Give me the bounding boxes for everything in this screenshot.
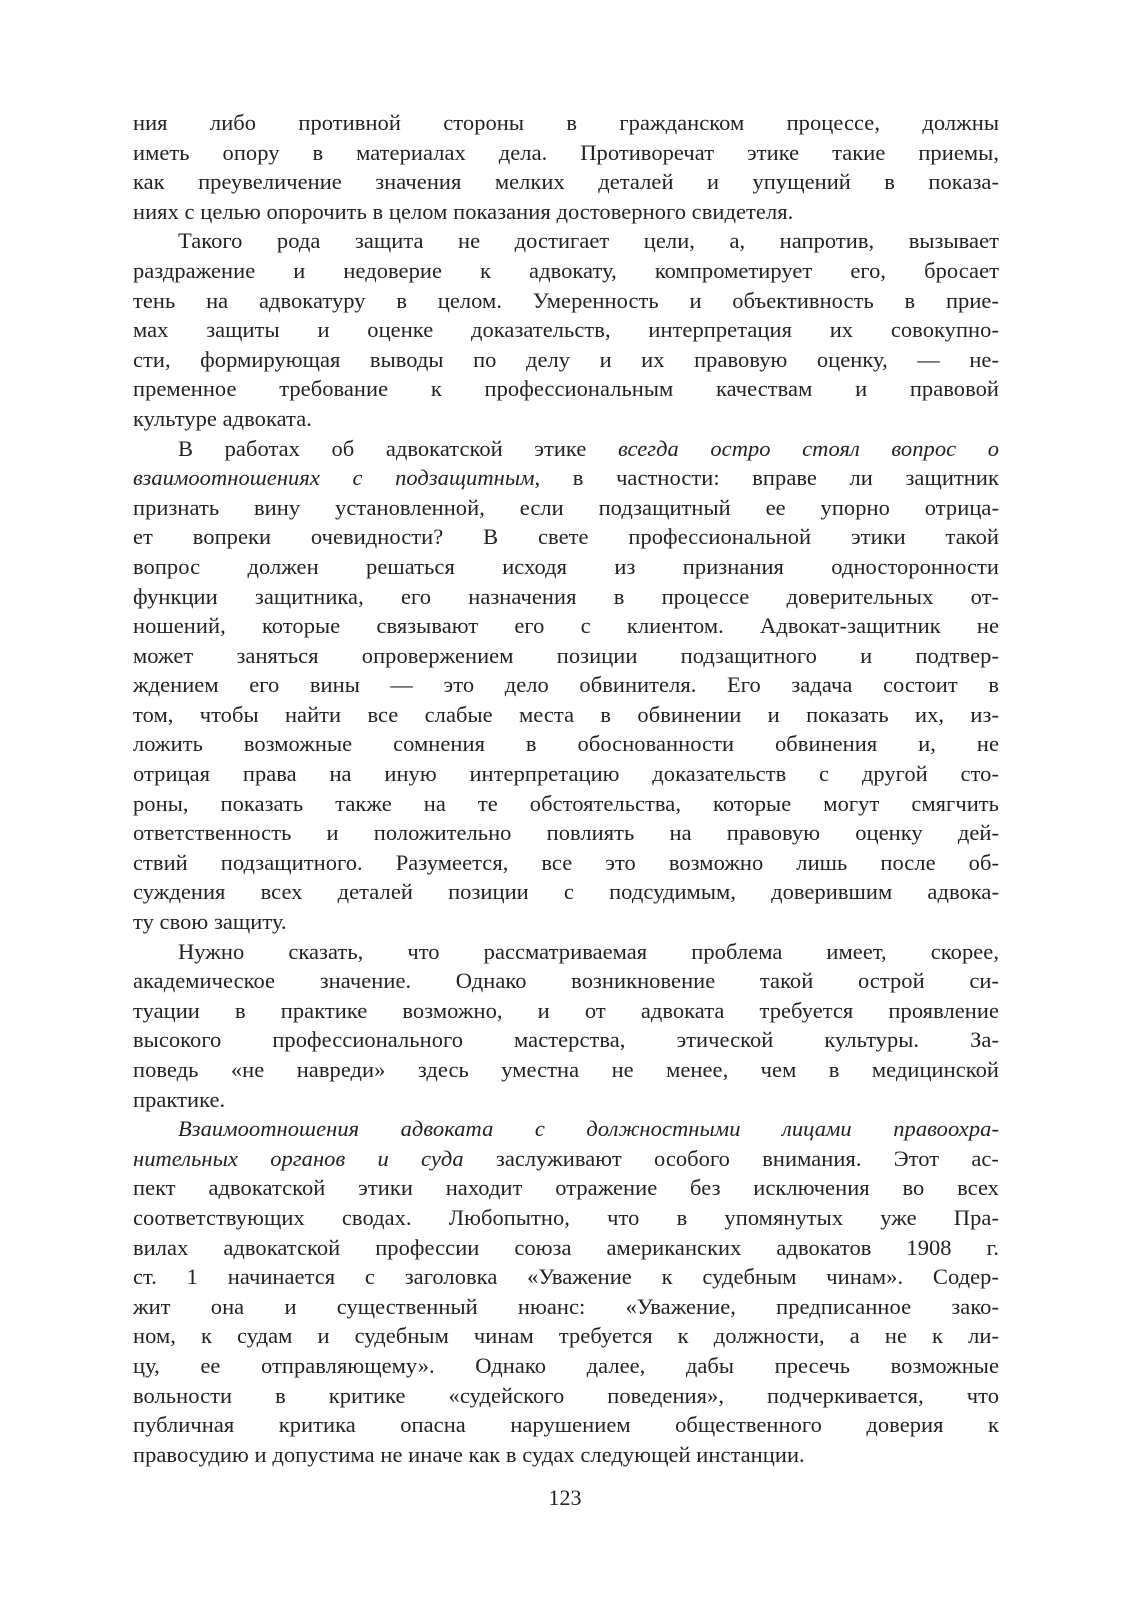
text-run: мах защиты и оценке доказательств, интерпретация их совокупно- [133, 317, 999, 343]
text-run: жит она и существенный нюанс: «Уважение, предписанное зако- [133, 1293, 999, 1319]
text-run: культуре адвоката. [133, 405, 312, 431]
italic-text: нительных органов и суда [133, 1145, 464, 1171]
text-run: ном, к судам и судебным чинам требуется к должности, а не к ли- [133, 1323, 999, 1349]
text-line [133, 611, 999, 641]
text-line [133, 1114, 999, 1144]
page-number: 123 [548, 1485, 582, 1510]
text-line [133, 315, 999, 345]
text-line [133, 1173, 999, 1203]
text-line [133, 226, 999, 256]
italic-text: Взаимоотношения адвоката с должностными лицами правоохра- [178, 1116, 999, 1142]
text-line [133, 582, 999, 612]
text-line [133, 463, 999, 493]
paragraph [133, 108, 999, 226]
text-run: Такого рода защита не достигает цели, а, напротив, вызывает [178, 228, 999, 254]
text-line [133, 729, 999, 759]
text-line [133, 404, 999, 434]
text-run: пект адвокатской этики находит отражение без исключения во всех [133, 1175, 999, 1201]
text-line [133, 996, 999, 1026]
text-run: академическое значение. Однако возникновение такой острой си- [133, 968, 999, 994]
text-line [133, 1144, 999, 1174]
text-run: признать вину установленной, если подзащитный ее упорно отрица- [133, 494, 999, 520]
text-run: ношений, которые связывают его с клиентом. Адвокат-защитник не [133, 613, 999, 639]
italic-text: взаимоотношениях с подзащитным [133, 465, 535, 491]
text-run: В работах об адвокатской этике [178, 435, 618, 461]
text-line [133, 1351, 999, 1381]
text-run: иметь опору в материалах дела. Противоречат этике такие приемы, [133, 139, 999, 165]
text-run: Нужно сказать, что рассматриваемая проблема имеет, скорее, [178, 938, 999, 964]
text-line [133, 1055, 999, 1085]
paragraph [133, 226, 999, 433]
text-run: практике. [133, 1086, 226, 1112]
text-run: вопрос должен решаться исходя из признания односторонности [133, 553, 999, 579]
text-run: роны, показать также на те обстоятельства, которые могут смягчить [133, 790, 999, 816]
text-run: ет вопреки очевидности? В свете профессиональной этики такой [133, 524, 999, 550]
text-run: заслуживают особого внимания. Этот ас- [463, 1145, 999, 1171]
italic-text: всегда остро стоял вопрос о [617, 435, 1000, 461]
text-line [133, 1085, 999, 1115]
paragraph [133, 937, 999, 1115]
text-run: ждением его вины — это дело обвинителя. Его задача состоит в [133, 672, 999, 698]
text-run: функции защитника, его назначения в процессе доверительных от- [133, 583, 999, 609]
text-line [133, 1203, 999, 1233]
text-run: как преувеличение значения мелких деталей и упущений в показа- [133, 169, 999, 195]
text-line [133, 1381, 999, 1411]
text-line [133, 522, 999, 552]
text-run: вилах адвокатской профессии союза американских адвокатов 1908 г. [133, 1234, 999, 1260]
text-run: туации в практике возможно, и от адвоката требуется проявление [133, 997, 999, 1023]
text-run: цу, ее отправляющему». Однако далее, дабы пресечь возможные [133, 1352, 999, 1378]
text-line [133, 1025, 999, 1055]
text-line [133, 552, 999, 582]
text-run: правосудию и допустима не иначе как в судах следующей инстанции. [133, 1441, 805, 1467]
text-line [133, 286, 999, 316]
text-line [133, 345, 999, 375]
text-line [133, 434, 999, 464]
text-run: высокого профессионального мастерства, этической культуры. За- [133, 1027, 999, 1053]
text-run: ответственность и положительно повлиять на правовую оценку дей- [133, 820, 999, 846]
text-run: сти, формирующая выводы по делу и их правовую оценку, — не- [133, 346, 999, 372]
text-line [133, 789, 999, 819]
text-line [133, 907, 999, 937]
text-line [133, 848, 999, 878]
text-line [133, 966, 999, 996]
text-run: публичная критика опасна нарушением общественного доверия к [133, 1412, 999, 1438]
text-line [133, 197, 999, 227]
text-run: ложить возможные сомнения в обоснованности обвинения и, не [133, 731, 999, 757]
paragraph [133, 434, 999, 937]
text-line [133, 818, 999, 848]
text-run: , в частности: вправе ли защитник [534, 465, 999, 491]
text-line [133, 759, 999, 789]
text-run: ту свою защиту. [133, 909, 287, 935]
text-line [133, 108, 999, 138]
text-run: соответствующих сводах. Любопытно, что в упомянутых уже Пра- [133, 1204, 999, 1230]
text-run: вольности в критике «судейского поведения», подчеркивается, что [133, 1382, 999, 1408]
text-line [133, 1233, 999, 1263]
text-run: раздражение и недоверие к адвокату, компрометирует его, бросает [133, 257, 999, 283]
page-body [133, 108, 999, 1469]
text-run: суждения всех деталей позиции с подсудимым, доверившим адвока- [133, 879, 999, 905]
text-run: ствий подзащитного. Разумеется, все это возможно лишь после об- [133, 849, 999, 875]
text-run: поведь «не навреди» здесь уместна не менее, чем в медицинской [133, 1057, 999, 1082]
text-run: ниях с целью опорочить в целом показания достоверного свидетеля. [133, 198, 794, 224]
text-run: том, чтобы найти все слабые места в обвинении и показать их, из- [133, 701, 999, 727]
text-run: ст. 1 начинается с заголовка «Уважение к судебным чинам». Содер- [133, 1264, 999, 1290]
text-line [133, 374, 999, 404]
text-line [133, 877, 999, 907]
text-run: ния либо противной стороны в гражданском процессе, должны [133, 110, 999, 135]
text-line [133, 700, 999, 730]
paragraph [133, 1114, 999, 1469]
text-line [133, 670, 999, 700]
text-line [133, 1292, 999, 1322]
text-line [133, 256, 999, 286]
text-line [133, 138, 999, 168]
text-line [133, 167, 999, 197]
text-line [133, 641, 999, 671]
text-line [133, 1410, 999, 1440]
text-line [133, 493, 999, 523]
text-line [133, 1440, 999, 1470]
text-line [133, 937, 999, 967]
text-run: пременное требование к профессиональным качествам и правовой [133, 376, 999, 402]
text-line [133, 1262, 999, 1292]
text-run: отрицая права на иную интерпретацию доказательств с другой сто- [133, 761, 999, 787]
text-line [133, 1321, 999, 1351]
text-run: тень на адвокатуру в целом. Умеренность и объективность в прие- [133, 287, 999, 313]
text-run: может заняться опровержением позиции подзащитного и подтвер- [133, 642, 999, 668]
